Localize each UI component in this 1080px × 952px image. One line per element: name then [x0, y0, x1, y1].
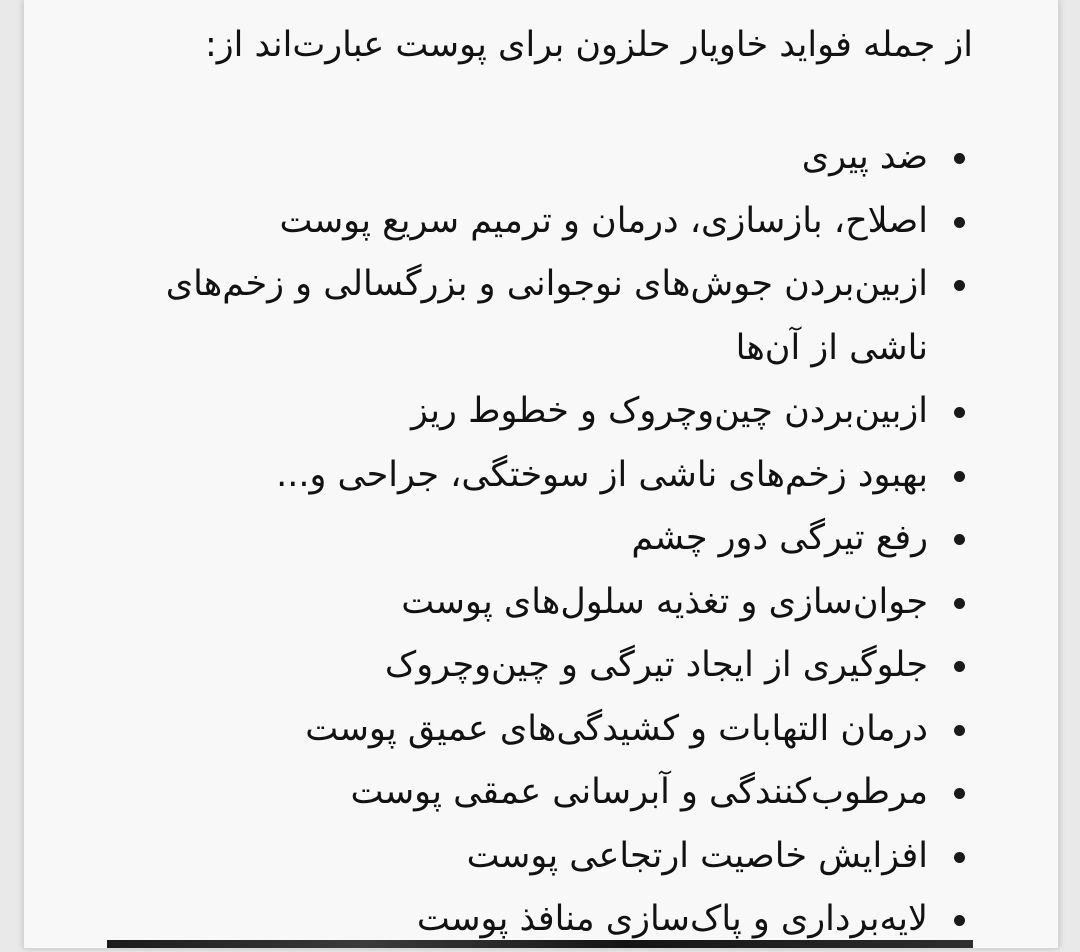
bullet-icon — [954, 280, 965, 291]
list-item-text: ضد پیری — [801, 137, 928, 177]
list-item-text: جلوگیری از ایجاد تیرگی و چین‌وچروک — [384, 645, 928, 685]
list-item — [143, 571, 973, 635]
list-item-text: درمان التهابات و کشیدگی‌های عمیق پوست — [305, 708, 928, 749]
list-item — [143, 126, 973, 190]
list-item-text: لایه‌برداری و پاک‌سازی منافذ پوست — [416, 899, 928, 939]
list-item — [143, 698, 973, 762]
list-item — [143, 825, 973, 889]
list-item — [143, 634, 973, 698]
bullet-icon — [954, 598, 965, 609]
list-item — [143, 761, 973, 825]
list-item-text: افزایش خاصیت ارتجاعی پوست — [466, 835, 928, 876]
intro-text: از جمله فواید خاویار حلزون برای پوست عبارت‌اند از: — [204, 25, 973, 65]
bullet-icon — [954, 407, 965, 418]
list-item-text: مرطوب‌کنندگی و آبرسانی عمقی پوست — [350, 772, 928, 812]
bullet-icon — [954, 725, 965, 736]
list-item — [143, 253, 973, 380]
list-item-text: اصلاح، بازسازی، درمان و ترمیم سریع پوست — [279, 200, 928, 241]
list-item — [143, 190, 973, 254]
benefits-list — [143, 126, 973, 952]
bullet-icon — [954, 153, 965, 164]
list-item-text: جوان‌سازی و تغذیه سلول‌های پوست — [401, 581, 928, 622]
article-content — [143, 16, 973, 952]
bullet-icon — [954, 852, 965, 863]
bullet-icon — [954, 217, 965, 228]
article-image-top-edge — [107, 940, 973, 948]
list-item — [143, 507, 973, 571]
list-item — [143, 444, 973, 508]
bullet-icon — [954, 661, 965, 672]
list-item-text: ازبین‌بردن جوش‌های نوجوانی و بزرگسالی و زخم‌های ناشی از آن‌ها — [165, 264, 928, 368]
bullet-icon — [954, 788, 965, 799]
bullet-icon — [954, 471, 965, 482]
bullet-icon — [954, 915, 965, 926]
list-item-text: بهبود زخم‌های ناشی از سوختگی، جراحی و... — [276, 454, 928, 495]
list-item — [143, 380, 973, 444]
list-item-text: رفع تیرگی دور چشم — [631, 518, 928, 558]
list-item-text: ازبین‌بردن چین‌وچروک و خطوط ریز — [411, 391, 928, 431]
bullet-icon — [954, 534, 965, 545]
